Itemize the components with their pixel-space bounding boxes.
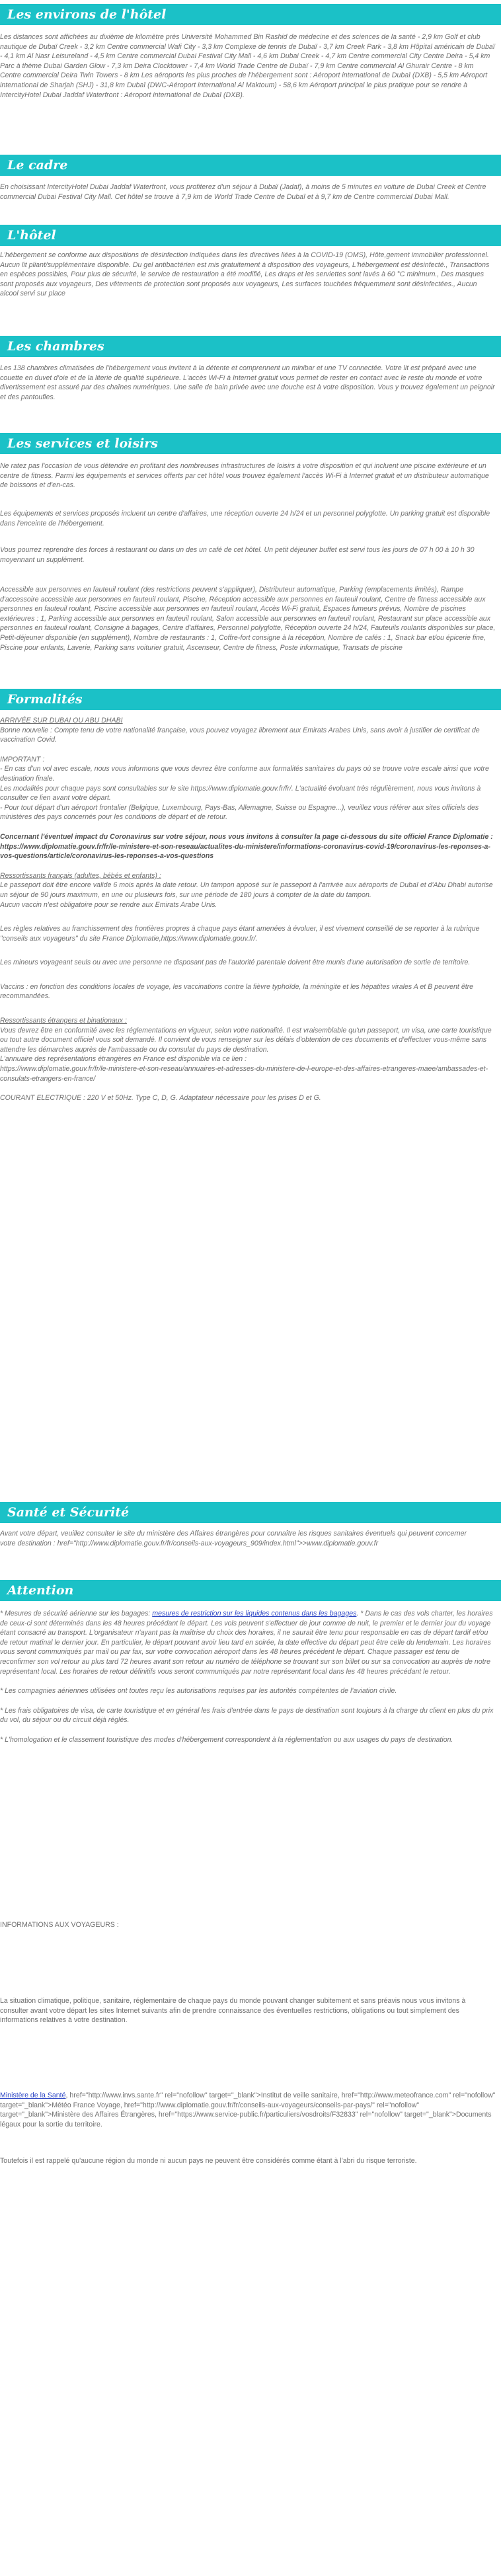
loisirs-paragraph-1: Ne ratez pas l'occasion de vous détendre en profitant des nombreuses infrastructures de loisirs à votre disposition et qui incluent une piscine extérieure et un centre de fitness. Parmi les équipements et services offerts par cet hôtel vous trouvez également l'accès Wi-Fi à Internet gratuit et un distributeur automatique de boissons et d'en-cas.: [0, 462, 489, 490]
info-heading: INFORMATIONS AUX VOYAGEURS :: [0, 1921, 119, 1929]
terror-risk-text: Toutefois il est rappelé qu'aucune région du monde ni aucun pays ne peuvent être considérés comme étant à l'abri du risque terroriste.: [0, 2157, 417, 2165]
foreign-heading: Ressortissants étrangers et binationaux :: [0, 1017, 127, 1025]
environs-text: Les distances sont affichées au dixième de kilomètre près Université Mohammed Bin Rashid de médecine et des sciences de la santé - 2,9 km Golf et club nautique de Dubaï Creek - 3,2 km Centre commercial Wafi City - 3,3 km Complexe de tennis de Dubaï - 3,7 km Creek Park - 3,8 km Hôpital américain de Dubaï - 4,1 km Al Nasr Leisureland - 4,5 km Centre commercial Dubai Festival City Mall - 4,6 km Dubai Creek - 4,7 km Centre commercial City Centre Deira - 5,4 km Parc à thème Dubai Garden Glow - 7,3 km Deira Clocktower - 7,4 km World Trade Centre de Dubaï - 7,9 km Centre commercial Al Ghurair Centre - 8 km Centre commercial Deira Twin Towers - 8 km Les aéroports les plus proches de l'hébergement sont : Aéroport international de Dubaï (DXB) - 5,5 km Aéroport international de Sharjah (SHJ) - 31,8 km Dubaï (DWC-Aéroport international Al Maktoum) - 58,6 km Aéroport principal le plus pratique pour se rendre à IntercityHotel Dubai Jaddaf Waterfront : Aéroport international de Dubaï (DXB).: [0, 33, 495, 99]
important-heading: IMPORTANT :: [0, 755, 45, 763]
important-frontalier: - Pour tout départ d'un aéroport frontalier (Belgique, Luxembourg, Pays-Bas, Allemagne, Suisse ou Espagne...), veuillez vous référer aux sites officiels des ministères des pays concernés pour les conditions de départ et de retour.: [0, 803, 479, 822]
border-rules-text: Les règles relatives au franchissement des frontières propres à chaque pays étant amenées à évoluer, il est vivement conseillé de se reporter à la rubrique "conseils aux voyageurs" du site France Diplomatie,https://www.diplomatie.gouv.fr/.: [0, 925, 480, 943]
section-title-formalites: Formalités: [0, 689, 501, 710]
section-title-chambres: Les chambres: [0, 336, 501, 357]
important-escale: - En cas d'un vol avec escale, nous vous informons que vous devrez être conforme aux formalités sanitaires du pays où se trouve votre escale ainsi que votre destination finale.: [0, 765, 489, 783]
loisirs-paragraph-2: Les équipements et services proposés incluent un centre d'affaires, une réception ouverte 24 h/24 et un personnel polyglotte. Un parking gratuit est disponible dans l'enceinte de l'hébergement.: [0, 510, 490, 527]
chambres-text: Les 138 chambres climatisées de l'hébergement vous invitent à la détente et comprennent un minibar et une TV connectée. Votre lit est préparé avec une couette en duvet d'oie et de la literie de qualité supérieure. L'accès Wi-Fi à Internet gratuit vous permet de rester en contact avec le reste du monde et votre divertissement est assuré par des chaînes numériques. Une salle de bain privée avec une douche est à votre disposition. Vous y trouvez également un peignoir et des pantoufles.: [0, 364, 495, 401]
sante-ministry-link[interactable]: Ministère de la Santé: [0, 2091, 66, 2099]
attention-paragraph-3: * Les frais obligatoires de visa, de carte touristique et en général les frais d'entrée dans le pays de destination sont toujours à la charge du client en plus du prix du vol, du séjour ou du circuit déjà réglés.: [0, 1706, 494, 1725]
section-title-environs: Les environs de l'hôtel: [0, 4, 501, 25]
covid-url[interactable]: https://www.diplomatie.gouv.fr/fr/le-ministere-et-son-reseau/actualites-du-ministere/informations-coronavirus-covid-19/coronavirus-les-reponses-a-vos-questions/article/coronavirus-les-reponses-a-vos-questions: [0, 842, 490, 861]
attention-paragraph-2: * Les compagnies aériennes utilisées ont toutes reçu les autorisations requises par les autorités compétentes de l'aviation civile.: [0, 1687, 397, 1696]
attention-body: [0, 1609, 496, 1745]
minors-text: Les mineurs voyageant seuls ou avec une personne ne disposant pas de l'autorité parentale doivent être munis d'une autorisation de sortie de territoire.: [0, 958, 471, 967]
section-title-hotel: L'hôtel: [0, 225, 501, 246]
adults-vaccine-text: Aucun vaccin n'est obligatoire pour se rendre aux Emirats Arabe Unis.: [0, 900, 217, 909]
info-links: Ministère de la Santé, href="http://www.invs.sante.fr" rel="nofollow" target="_blank">Institut de veille sanitaire, href="http://www.meteofrance.com" rel="nofollow" target="_blank">Météo France Voyage, href="http://www.diplomatie.gouv.fr/fr/conseils-aux-voyageurs/conseils-par-pays/" rel="nofollow" target="_blank">Ministère des Affaires Étrangères, href="https://www.service-public.fr/particuliers/vosdroits/F32833" rel="nofollow" target="_blank">Documents légaux pour la sortie du territoire.: [0, 2091, 496, 2128]
info-text: La situation climatique, politique, sanitaire, réglementaire de chaque pays du monde pouvant changer subitement et sans préavis nous vous invitons à consulter avant votre départ les sites Internet suivants afin de prendre connaissance des éventuelles restrictions, obligations ou tout simplement des informations relatives à votre destination.: [0, 1997, 466, 2025]
electric-current: COURANT ELECTRIQUE : 220 V et 50Hz. Type C, D, G. Adaptateur nécessaire pour les prises D et G.: [0, 1094, 321, 1103]
foreign-text: Vous devrez être en conformité avec les réglementations en vigueur, selon votre nationalité. Il est vraisemblable qu'un passeport, un visa, une carte touristique ou tout autre document officiel vous soit demandé. Il convient de vous renseigner sur les délais d'obtention de ces documents et d'effectuer vous-même sans attendre les démarches auprès de l'ambassade ou du consulat du pays de destination.: [0, 1026, 492, 1054]
arrival-heading: ARRIVÉE SUR DUBAI OU ABU DHABI: [0, 717, 123, 724]
loisirs-paragraph-3: Vous pourrez reprendre des forces à restaurant ou dans un des un café de cet hôtel. Un petit déjeuner buffet est servi tous les jours de 07 h 00 à 10 h 30 moyennant un supplément.: [0, 546, 475, 564]
loisirs-paragraph-4: Accessible aux personnes en fauteuil roulant (des restrictions peuvent s'appliquer), Distributeur automatique, Parking (emplacements limités), Rampe d'accessoire accessible aux personnes en fauteuil roulant, Piscine, Réception accessible aux personnes en fauteuil roulant, Centre de fitness accessible aux personnes en fauteuil roulant, Piscine accessible aux personnes en fauteuil roulant, Accès Wi-Fi gratuit, Espaces fumeurs prévus, Nombre de piscines extérieures : 1, Parking accessible aux personnes en fauteuil roulant, Salon accessible aux personnes en fauteuil roulant, Restaurant sur place accessible aux personnes en fauteuil roulant, Consigne à bagages, Centre d'affaires, Personnel polyglotte, Réception ouverte 24 h/24, Fauteuils roulants disponibles sur place, Petit-déjeuner disponible (en supplément), Nombre de restaurants : 1, Coffre-fort consigne à la réception, Nombre de cafés : 1, Snack bar et/ou épicerie fine, Piscine pour enfants, Laverie, Parking sans voiturier gratuit, Ascenseur, Centre de fitness, Poste informatique, Transats de piscine: [0, 586, 496, 652]
attention-paragraph-4: * L'homologation et le classement touristique des modes d'hébergement correspondent à la réglementation ou aux usages du pays de destination.: [0, 1735, 453, 1744]
section-title-attention: Attention: [0, 1580, 501, 1601]
important-modalites: Les modalités pour chaque pays sont consultables sur le site https://www.diplomatie.gouv.fr/fr/. L'actualité évoluant très régulièrement, nous vous invitons à consulter ce lien avant votre départ.: [0, 784, 481, 802]
section-title-loisirs: Les services et loisirs: [0, 433, 501, 454]
foreign-url[interactable]: https://www.diplomatie.gouv.fr/fr/le-ministere-et-son-reseau/annuaires-et-adresses-du-ministere-de-l-europe-et-des-affaires-etrangeres-maee/ambassades-et-consulats-etrangers-en-france/: [0, 1065, 488, 1083]
attention-paragraph-1: * Mesures de sécurité aérienne sur les bagages: mesures de restriction sur les liquides contenus dans les bagages. * Dans le cas des vols charter, les horaires de ceux-ci sont déterminés dans les 48 heures précédant le départ. Les vols peuvent s'effectuer de jour comme de nuit, le premier et le dernier jour du voyage étant consacré au transport. L'organisateur n'ayant pas la maîtrise du choix des horaires, il ne saurait être tenu pour responsable en cas de départ tardif et/ou de retour matinal le dernier jour. En particulier, le départ pouvant avoir lieu tard en soirée, la date effective du départ peut être celle du lendemain. Les horaires vous seront communiqués par mail ou par fax, sur votre convocation aéroport dans les 48 heures précédent le départ. Chaque passager est tenu de reconfirmer son vol retour au plus tard 72 heures avant son retour au numéro de téléphone se trouvant sur son billet ou sur sa convocation au auprès de notre représentant local. Les horaires de retour définitifs vous seront communiqués par notre représentant local dans les 48 heures précédant le retour.: [0, 1610, 493, 1676]
hotel-text: L'hébergement se conforme aux dispositions de désinfection indiquées dans les directives liées à la COVID-19 (OMS), Hôte,gement immobilier professionnel. Aucun lit pliant/supplémentaire disponible. Du gel antibactérien est mis gratuitement à disposition des voyageurs, L'hébergement est désinfecté., Transactions en espèces possibles, Pour plus de sécurité, le service de restauration a été modifié, Les draps et les serviettes sont lavés à 60 °C minimum., Des masques sont proposés aux voyageurs, Des vêtements de protection sont proposés aux voyageurs, Les surfaces touchées fréquemment sont désinfectées., Aucun alcool servi sur place: [0, 251, 490, 298]
securite-text: Avant votre départ, veuillez consulter le site du ministère des Affaires étrangères pour connaître les risques sanitaires éventuels qui peuvent concerner votre destination : href="http://www.diplomatie.gouv.fr/fr/conseils-aux-voyageurs_909/index.html">>www.diplomatie.gouv.fr: [0, 1530, 467, 1547]
section-title-cadre: Le cadre: [0, 155, 501, 176]
cadre-text: En choisissant IntercityHotel Dubai Jaddaf Waterfront, vous profiterez d'un séjour à Dubaï (Jadaf), à moins de 5 minutes en voiture de Dubai Creek et Centre commercial Dubai Festival City Mall. Cet hôtel se trouve à 7,9 km de World Trade Centre de Dubaï et à 9,7 km de Centre commercial Dubai Mall.: [0, 183, 486, 201]
foreign-directory: L'annuaire des représentations étrangères en France est disponible via ce lien :: [0, 1055, 247, 1064]
section-title-securite: Santé et Sécurité: [0, 1502, 501, 1523]
liquids-restriction-link[interactable]: mesures de restriction sur les liquides contenus dans les bagages: [152, 1610, 357, 1618]
adults-heading: Ressortissants français (adultes, bébés et enfants) :: [0, 871, 161, 880]
covid-notice: Concernant l'éventuel impact du Coronavirus sur votre séjour, nous vous invitons à consulter la page ci-dessous du site officiel France Diplomatie :: [0, 832, 493, 841]
adults-passport-text: Le passeport doit être encore valide 6 mois après la date retour. Un tampon apposé sur le passeport à l'arrivée aux aéroports de Dubaï et d'Abu Dhabi autorise un séjour de 90 jours maximum, en une ou plusieurs fois, sur une période de 180 jours à compter de la date du tampon.: [0, 881, 493, 899]
arrival-text: Bonne nouvelle : Compte tenu de votre nationalité française, vous pouvez voyagez librement aux Emirats Arabes Unis, sans avoir à justifier de certificat de vaccination Covid.: [0, 726, 480, 744]
formalites-body: [0, 716, 496, 1103]
vaccines-text: Vaccins : en fonction des conditions locales de voyage, les vaccinations contre la fièvre typhoïde, la méningite et les hépatites virales A et B peuvent être recommandées.: [0, 982, 474, 1001]
